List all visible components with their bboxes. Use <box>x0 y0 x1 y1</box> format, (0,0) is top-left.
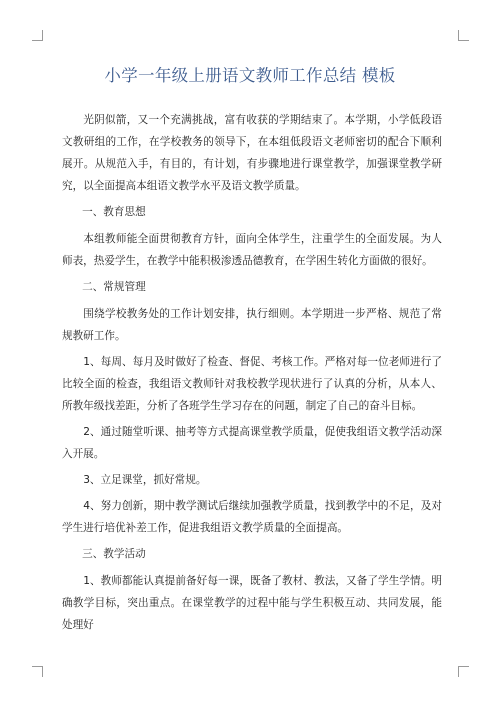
paragraph-teaching-item-1: 1、教师都能认真提前备好每一课，既备了教材、教法，又备了学生学情。明确教学目标，突出重点。在课堂教学的过程中能与学生积极互动、共同发展，能处理好 <box>62 575 442 631</box>
paragraph-routine-item-3: 3、立足课堂，抓好常规。 <box>83 474 207 486</box>
crop-mark-bottom-left <box>32 666 43 677</box>
document-title: 小学一年级上册语文教师工作总结 模板 <box>104 66 396 85</box>
paragraph-routine-overview: 围绕学校教务处的工作计划安排，执行细则。本学期进一步严格、规范了常规教研工作。 <box>62 308 442 342</box>
paragraph-intro: 光阴似箭，又一个充满挑战，富有收获的学期结束了。本学期，小学低段语文教研组的工作，在学校教务的领导下，在本组低段语文老师密切的配合下顺利展开。从规范入手，有目的，有计划，有步骤地进行课堂教学，加强课堂教学研究，以全面提高本组语文教学水平及语文教学质量。 <box>62 114 442 192</box>
crop-mark-top-left <box>32 30 43 41</box>
section-heading-teaching-activities: 三、教学活动 <box>82 548 146 560</box>
paragraph-routine-item-2: 2、通过随堂听课、抽考等方式提高课堂教学质量，促使我组语文教学活动深入开展。 <box>62 426 442 460</box>
crop-mark-top-right <box>458 30 469 41</box>
paragraph-education-thought: 本组教师能全面贯彻教育方针，面向全体学生，注重学生的全面发展。为人师表，热爱学生，在教学中能积极渗透品德教育，在学困生转化方面做的很好。 <box>62 233 442 267</box>
section-heading-education-thought: 一、教育思想 <box>82 206 146 218</box>
crop-mark-bottom-right <box>458 666 469 677</box>
paragraph-routine-item-1: 1、每周、每月及时做好了检查、督促、考核工作。严格对每一位老师进行了比较全面的检查，我组语文教师针对我校教学现状进行了认真的分析，从本人、所教年级找差距，分析了各班学生学习存在的问题，制定了自己的奋斗目标。 <box>62 356 442 412</box>
document-body <box>62 109 442 640</box>
paragraph-routine-item-4: 4、努力创新，期中教学测试后继续加强教学质量，找到教学中的不足，及对学生进行培优补差工作，促进我组语文教学质量的全面提高。 <box>62 500 442 534</box>
section-heading-routine-management: 二、常规管理 <box>82 281 146 293</box>
